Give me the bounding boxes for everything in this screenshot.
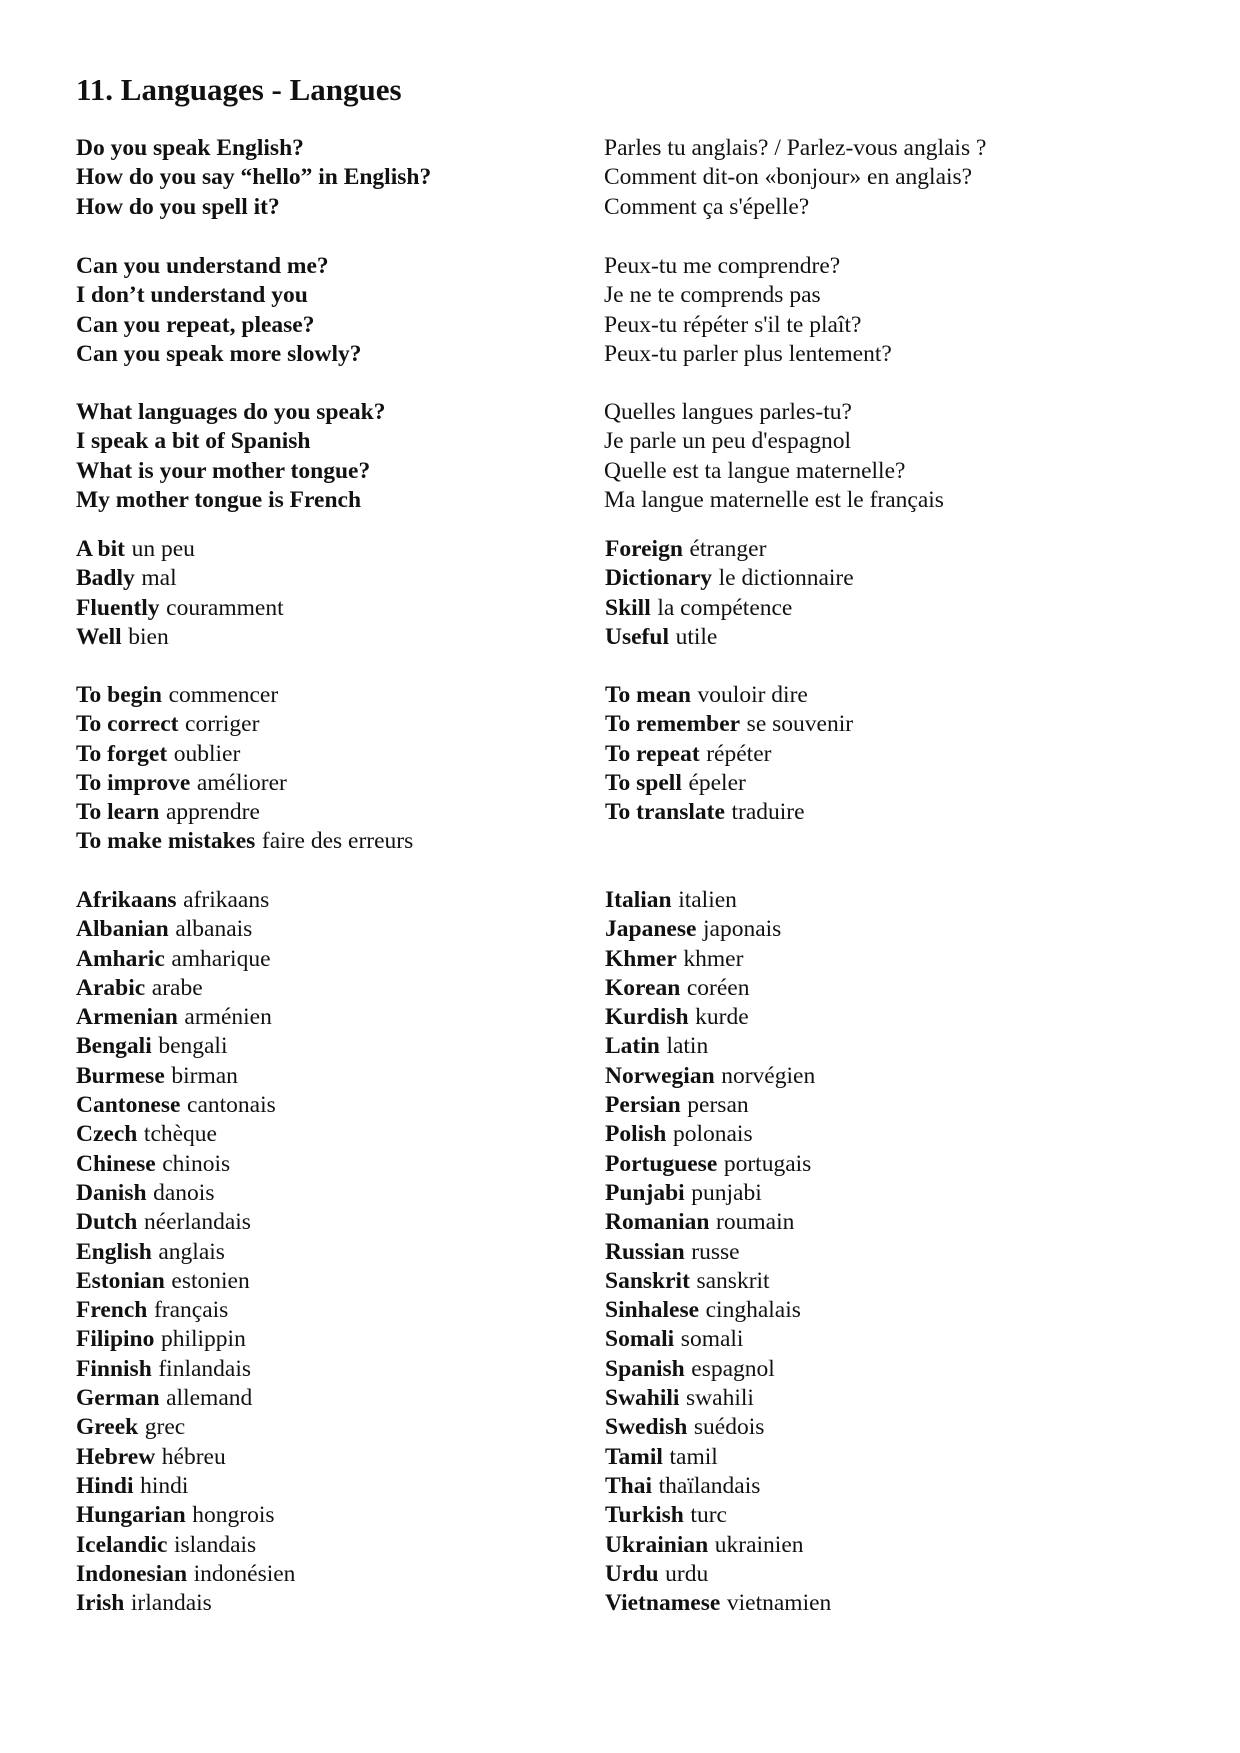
vocab-entry <box>76 1120 596 1149</box>
vocab-term: Italian <box>605 887 672 913</box>
phrase-fr: Je ne te comprends pas <box>604 282 821 309</box>
phrase-fr: Je parle un peu d'espagnol <box>604 428 851 455</box>
vocab-translation: améliorer <box>196 769 287 796</box>
vocab-entry <box>76 1238 596 1267</box>
vocab-entry <box>605 1267 1125 1296</box>
vocab-term: Fluently <box>76 594 160 621</box>
vocab-translation: traduire <box>731 799 805 826</box>
vocab-term: To repeat <box>605 740 700 767</box>
vocab-term: Skill <box>605 594 651 621</box>
vocab-entry <box>605 1120 1125 1149</box>
vocab-term: To spell <box>605 769 682 796</box>
vocab-entry <box>605 535 1125 564</box>
vocab-translation: suédois <box>693 1414 765 1441</box>
vocab-term: Filipino <box>76 1326 155 1353</box>
vocab-translation: cinghalais <box>705 1297 801 1324</box>
adverbs-list <box>76 535 596 652</box>
vocab-term: Finnish <box>76 1355 152 1382</box>
vocab-term: Punjabi <box>605 1179 685 1206</box>
vocab-term: Foreign <box>605 536 683 562</box>
phrase-en: I don’t understand you <box>76 282 308 309</box>
phrase-en: Can you understand me? <box>76 253 329 279</box>
vocab-entry <box>605 710 1125 739</box>
phrase-en: What is your mother tongue? <box>76 457 371 484</box>
vocab-translation: polonais <box>672 1121 753 1148</box>
vocab-term: Ukrainian <box>605 1531 709 1558</box>
vocab-term: To translate <box>605 799 725 826</box>
vocab-term: Danish <box>76 1179 147 1206</box>
vocab-entry <box>76 1384 596 1413</box>
vocab-term: To learn <box>76 799 160 826</box>
vocab-translation: corriger <box>185 711 260 738</box>
vocab-entry <box>76 1472 596 1501</box>
vocab-translation: philippin <box>160 1326 246 1353</box>
vocab-translation: espagnol <box>691 1355 775 1382</box>
vocab-translation: roumain <box>716 1209 795 1236</box>
vocab-translation: apprendre <box>165 799 260 826</box>
vocab-translation: tamil <box>669 1443 718 1470</box>
vocab-translation: albanais <box>175 916 253 943</box>
vocab-translation: chinois <box>162 1150 231 1177</box>
vocab-term: Russian <box>605 1238 685 1265</box>
vocab-translation: irlandais <box>130 1590 212 1617</box>
vocab-entry <box>76 886 596 915</box>
vocab-translation: portugais <box>723 1150 812 1177</box>
phrase-fr: Quelles langues parles-tu? <box>604 399 852 425</box>
vocab-entry <box>76 594 596 623</box>
vocab-entry <box>76 1443 596 1472</box>
vocab-term: Burmese <box>76 1062 165 1089</box>
vocab-translation: birman <box>171 1062 238 1089</box>
vocab-entry <box>605 1443 1125 1472</box>
vocab-translation: répéter <box>706 740 772 767</box>
vocab-translation: hongrois <box>192 1502 275 1529</box>
phrase-fr: Peux-tu parler plus lentement? <box>604 340 892 367</box>
vocab-entry <box>76 1208 596 1237</box>
phrase-fr: Comment ça s'épelle? <box>604 193 810 220</box>
vocab-entry <box>605 1501 1125 1530</box>
vocab-term: Well <box>76 623 122 650</box>
vocab-translation: se souvenir <box>746 711 854 738</box>
vocab-translation: bien <box>128 623 169 650</box>
vocab-translation: punjabi <box>691 1179 762 1206</box>
vocab-term: German <box>76 1385 160 1412</box>
vocab-entry <box>76 623 596 652</box>
vocab-translation: anglais <box>158 1238 225 1265</box>
phrase-en: What languages do you speak? <box>76 399 386 425</box>
vocab-translation: danois <box>153 1179 215 1206</box>
vocab-entry <box>76 1003 596 1032</box>
vocab-translation: finlandais <box>158 1355 252 1382</box>
vocab-entry <box>76 974 596 1003</box>
vocab-entry <box>605 1032 1125 1061</box>
vocab-term: To remember <box>605 711 741 738</box>
vocab-translation: un peu <box>131 536 195 562</box>
vocab-entry <box>76 1501 596 1530</box>
vocab-entry <box>76 1560 596 1589</box>
vocab-translation: grec <box>144 1414 186 1441</box>
vocab-translation: russe <box>691 1238 740 1265</box>
vocab-term: Czech <box>76 1121 138 1148</box>
vocab-term: Dictionary <box>605 565 713 592</box>
vocab-entry <box>605 564 1125 593</box>
vocab-translation: estonien <box>171 1267 250 1294</box>
vocab-entry <box>76 1589 596 1618</box>
vocab-entry <box>76 827 596 856</box>
vocab-entry <box>605 1208 1125 1237</box>
vocab-entry <box>605 1296 1125 1325</box>
phrase-en: How do you spell it? <box>76 193 280 220</box>
vocab-term: Bengali <box>76 1033 152 1060</box>
vocab-entry <box>76 1032 596 1061</box>
phrases-fr-group-3 <box>604 398 1204 515</box>
vocab-entry <box>76 1091 596 1120</box>
vocab-translation: swahili <box>686 1385 754 1412</box>
vocab-entry <box>605 769 1125 798</box>
vocab-translation: ukrainien <box>714 1531 804 1558</box>
vocab-term: Albanian <box>76 916 169 943</box>
vocab-term: To improve <box>76 769 191 796</box>
vocab-translation: épeler <box>688 769 746 796</box>
vocab-translation: la compétence <box>657 594 793 621</box>
vocab-term: Dutch <box>76 1209 138 1236</box>
vocab-entry <box>605 623 1125 652</box>
vocab-translation: allemand <box>166 1385 253 1412</box>
phrase-fr: Peux-tu me comprendre? <box>604 253 841 279</box>
vocab-translation: vouloir dire <box>697 682 808 708</box>
vocab-entry <box>605 915 1125 944</box>
vocab-term: Badly <box>76 565 135 592</box>
vocab-term: Portuguese <box>605 1150 718 1177</box>
vocab-term: English <box>76 1238 152 1265</box>
vocab-translation: faire des erreurs <box>261 828 414 855</box>
vocab-term: Korean <box>605 974 681 1001</box>
phrases-fr-group-2 <box>604 252 1204 369</box>
vocab-term: To correct <box>76 711 179 738</box>
vocab-entry <box>605 1560 1125 1589</box>
vocab-term: Sinhalese <box>605 1297 700 1324</box>
phrase-fr: Parles tu anglais? / Parlez-vous anglais ? <box>604 135 987 161</box>
vocab-translation: oublier <box>173 740 241 767</box>
vocab-term: Cantonese <box>76 1092 181 1119</box>
vocab-translation: mal <box>141 565 177 592</box>
vocab-translation: arménien <box>184 1004 272 1031</box>
vocab-entry <box>76 710 596 739</box>
vocab-term: Hungarian <box>76 1502 186 1529</box>
languages-list-left <box>76 886 596 1618</box>
vocab-entry <box>605 798 1125 827</box>
phrase-fr: Peux-tu répéter s'il te plaît? <box>604 311 862 338</box>
verbs-list-left <box>76 681 596 857</box>
vocab-entry <box>76 1179 596 1208</box>
vocab-entry <box>605 1003 1125 1032</box>
vocab-term: Persian <box>605 1092 681 1119</box>
languages-list-right <box>605 886 1125 1618</box>
verbs-list-right <box>605 681 1125 827</box>
vocab-entry <box>76 1296 596 1325</box>
vocab-translation: couramment <box>166 594 284 621</box>
vocab-term: Khmer <box>605 945 677 972</box>
vocab-term: Somali <box>605 1326 675 1353</box>
vocab-entry <box>605 945 1125 974</box>
vocab-term: Swahili <box>605 1385 680 1412</box>
vocab-term: Tamil <box>605 1443 663 1470</box>
vocab-translation: arabe <box>151 974 203 1001</box>
vocab-term: Thai <box>605 1472 653 1499</box>
vocab-translation: bengali <box>158 1033 228 1060</box>
vocab-translation: latin <box>666 1033 709 1060</box>
vocab-translation: amharique <box>171 945 271 972</box>
vocab-entry <box>76 1413 596 1442</box>
vocab-term: Afrikaans <box>76 887 177 913</box>
vocab-entry <box>76 1062 596 1091</box>
vocab-entry <box>76 915 596 944</box>
vocab-entry <box>605 1325 1125 1354</box>
vocab-term: Icelandic <box>76 1531 168 1558</box>
vocab-entry <box>76 798 596 827</box>
vocab-entry <box>605 974 1125 1003</box>
vocab-term: To make mistakes <box>76 828 256 855</box>
vocab-term: A bit <box>76 536 125 562</box>
vocab-entry <box>76 945 596 974</box>
vocab-translation: étranger <box>689 536 767 562</box>
vocab-entry <box>605 1238 1125 1267</box>
vocab-term: To begin <box>76 682 162 708</box>
vocab-entry <box>605 1413 1125 1442</box>
vocab-entry <box>605 886 1125 915</box>
vocab-term: Japanese <box>605 916 697 943</box>
vocab-term: Kurdish <box>605 1004 689 1031</box>
vocab-translation: indonésien <box>193 1560 296 1587</box>
vocab-translation: vietnamien <box>726 1590 832 1617</box>
vocab-term: Hebrew <box>76 1443 156 1470</box>
phrase-en: Do you speak English? <box>76 135 304 161</box>
vocab-term: Amharic <box>76 945 165 972</box>
phrases-en-group-2 <box>76 252 596 369</box>
vocab-translation: islandais <box>173 1531 257 1558</box>
phrases-en-group-1 <box>76 134 596 222</box>
vocab-translation: sanskrit <box>696 1267 770 1294</box>
vocab-term: Arabic <box>76 974 146 1001</box>
phrase-fr: Comment dit-on «bonjour» en anglais? <box>604 164 973 191</box>
vocab-translation: norvégien <box>721 1062 816 1089</box>
vocab-entry <box>76 1267 596 1296</box>
vocab-translation: thaïlandais <box>658 1472 761 1499</box>
vocab-entry <box>605 1091 1125 1120</box>
vocab-translation: hébreu <box>161 1443 226 1470</box>
vocab-term: Urdu <box>605 1560 659 1587</box>
vocab-term: Sanskrit <box>605 1267 690 1294</box>
vocab-translation: kurde <box>695 1004 749 1031</box>
vocab-term: Chinese <box>76 1150 156 1177</box>
phrases-en-group-3 <box>76 398 596 515</box>
vocab-term: Indonesian <box>76 1560 188 1587</box>
vocab-translation: urdu <box>665 1560 709 1587</box>
vocab-entry <box>76 1531 596 1560</box>
vocab-term: Hindi <box>76 1472 134 1499</box>
phrase-en: I speak a bit of Spanish <box>76 428 311 455</box>
vocab-entry <box>76 535 596 564</box>
vocab-term: Estonian <box>76 1267 165 1294</box>
vocab-translation: néerlandais <box>143 1209 251 1236</box>
vocab-entry <box>605 594 1125 623</box>
vocab-translation: italien <box>678 887 737 913</box>
vocab-translation: afrikaans <box>183 887 270 913</box>
phrase-en: My mother tongue is French <box>76 486 362 513</box>
vocab-translation: utile <box>675 623 718 650</box>
vocab-term: To mean <box>605 682 691 708</box>
vocab-entry <box>76 740 596 769</box>
vocab-entry <box>605 1150 1125 1179</box>
vocab-entry <box>605 1472 1125 1501</box>
phrase-en: Can you speak more slowly? <box>76 340 362 367</box>
vocab-entry <box>605 681 1125 710</box>
vocab-translation: commencer <box>168 682 279 708</box>
vocab-term: French <box>76 1297 148 1324</box>
vocab-translation: tchèque <box>143 1121 217 1148</box>
vocab-entry <box>605 1384 1125 1413</box>
phrase-en: How do you say “hello” in English? <box>76 164 432 191</box>
vocab-entry <box>76 1355 596 1384</box>
vocab-translation: le dictionnaire <box>718 565 854 592</box>
vocab-term: Norwegian <box>605 1062 715 1089</box>
phrase-fr: Quelle est ta langue maternelle? <box>604 457 906 484</box>
vocab-translation: turc <box>690 1502 727 1529</box>
vocab-term: Useful <box>605 623 669 650</box>
vocab-term: Romanian <box>605 1209 710 1236</box>
vocab-translation: khmer <box>683 945 744 972</box>
vocab-term: Polish <box>605 1121 667 1148</box>
vocab-entry <box>76 681 596 710</box>
vocab-entry <box>76 1325 596 1354</box>
vocab-entry <box>76 1150 596 1179</box>
nouns-list <box>605 535 1125 652</box>
vocab-translation: japonais <box>702 916 782 943</box>
vocab-entry <box>605 1179 1125 1208</box>
vocab-entry <box>605 1062 1125 1091</box>
vocab-translation: hindi <box>140 1472 189 1499</box>
vocab-entry <box>76 769 596 798</box>
phrases-fr-group-1 <box>604 134 1204 222</box>
vocab-translation: cantonais <box>187 1092 276 1119</box>
vocab-term: Greek <box>76 1414 139 1441</box>
vocab-entry <box>605 740 1125 769</box>
vocab-translation: persan <box>687 1092 749 1119</box>
vocab-translation: somali <box>680 1326 744 1353</box>
vocab-entry <box>605 1589 1125 1618</box>
vocab-entry <box>605 1355 1125 1384</box>
phrase-en: Can you repeat, please? <box>76 311 315 338</box>
vocab-term: Spanish <box>605 1355 685 1382</box>
vocab-term: Swedish <box>605 1414 688 1441</box>
vocab-term: Vietnamese <box>605 1590 721 1617</box>
vocab-term: Latin <box>605 1033 660 1060</box>
vocab-entry <box>605 1531 1125 1560</box>
vocab-term: Armenian <box>76 1004 178 1031</box>
vocab-entry <box>76 564 596 593</box>
vocab-translation: coréen <box>686 974 750 1001</box>
page-title: 11. Languages - Langues <box>76 72 402 107</box>
vocab-translation: français <box>153 1297 229 1324</box>
vocab-term: Turkish <box>605 1502 684 1529</box>
vocab-term: To forget <box>76 740 168 767</box>
vocab-term: Irish <box>76 1590 125 1617</box>
phrase-fr: Ma langue maternelle est le français <box>604 486 944 513</box>
